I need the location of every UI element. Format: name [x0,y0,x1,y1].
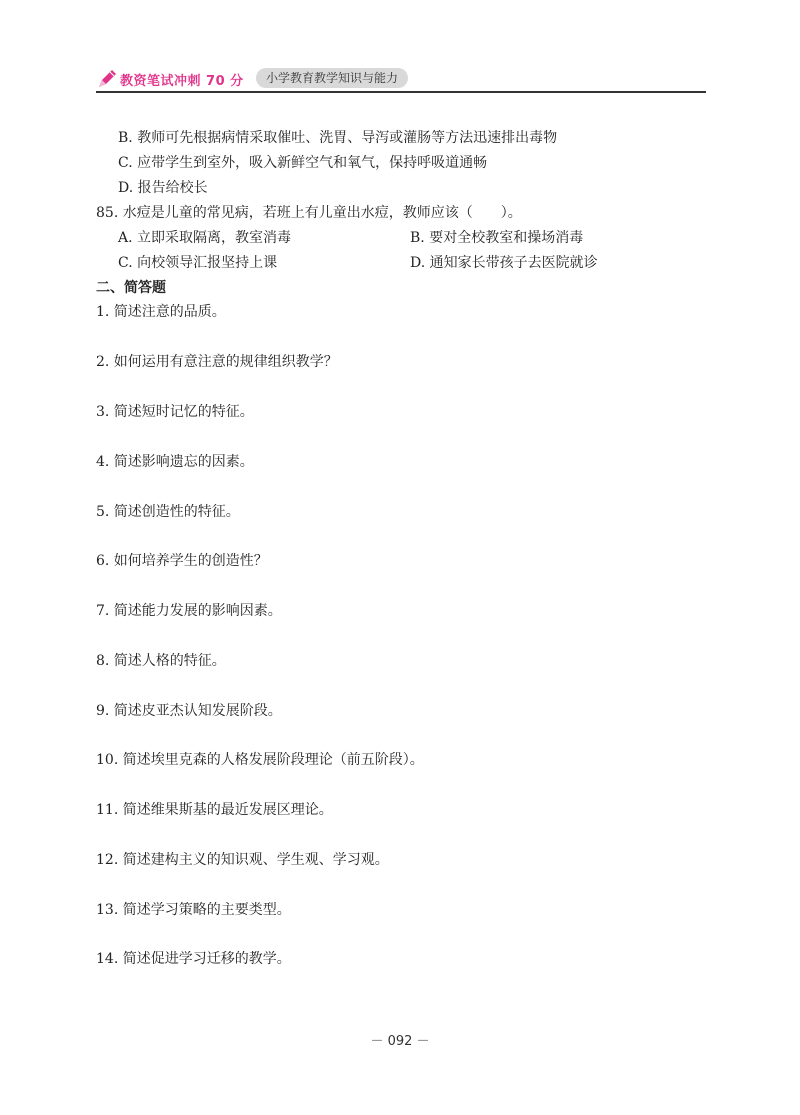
question-5: 5. 简述创造性的特征。 [96,504,240,520]
question-6: 6. 如何培养学生的创造性？ [96,553,268,569]
q85-option-a: A. 立即采取隔离，教室消毒 [118,230,292,246]
q84-option-b: B. 教师可先根据病情采取催吐、洗胃、导泻或灌肠等方法迅速排出毒物 [118,130,558,146]
q85-stem: 85. 水痘是儿童的常见病，若班上有儿童出水痘，教师应该（ ）。 [96,205,522,221]
question-1: 1. 简述注意的品质。 [96,304,226,320]
subject-tag: 小学教育教学知识与能力 [256,68,408,88]
question-3: 3. 简述短时记忆的特征。 [96,404,254,420]
question-7: 7. 简述能力发展的影响因素。 [96,603,282,619]
book-series-title: 教资笔试冲刺 70 分 [120,74,244,89]
pencil-icon [96,68,118,90]
question-8: 8. 简述人格的特征。 [96,653,226,669]
question-14: 14. 简述促进学习迁移的教学。 [96,951,291,967]
q84-option-d: D. 报告给校长 [118,180,208,196]
question-10: 10. 简述埃里克森的人格发展阶段理论（前五阶段）。 [96,752,424,768]
q85-option-b: B. 要对全校教室和操场消毒 [410,230,584,246]
q85-option-d: D. 通知家长带孩子去医院就诊 [410,255,598,271]
question-9: 9. 简述皮亚杰认知发展阶段。 [96,703,282,719]
q84-option-c: C. 应带学生到室外，吸入新鲜空气和氧气，保持呼吸道通畅 [118,155,488,171]
question-11: 11. 简述维果斯基的最近发展区理论。 [96,802,333,818]
question-12: 12. 简述建构主义的知识观、学生观、学习观。 [96,852,389,868]
question-13: 13. 简述学习策略的主要类型。 [96,902,291,918]
section-title: 二、简答题 [96,280,166,296]
page-header [96,66,706,96]
question-2: 2. 如何运用有意注意的规律组织教学？ [96,354,338,370]
page-number: － 092 － [370,1034,430,1049]
header-rule [96,91,706,93]
question-4: 4. 简述影响遗忘的因素。 [96,454,254,470]
q85-option-c: C. 向校领导汇报坚持上课 [118,255,278,271]
